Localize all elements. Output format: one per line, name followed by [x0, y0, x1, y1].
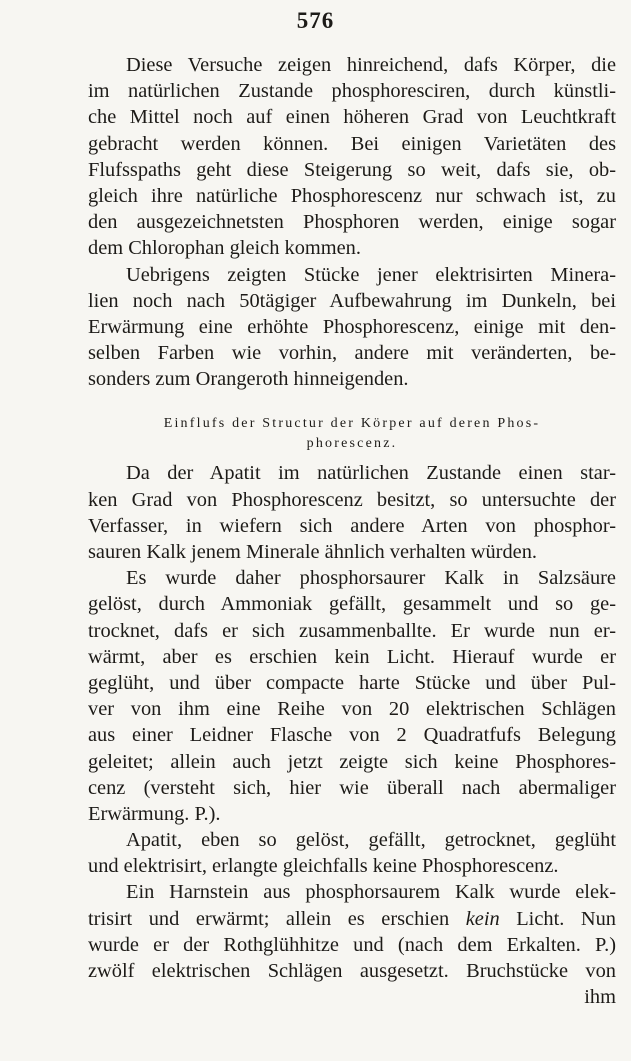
text-line: [88, 906, 616, 932]
text-line: und elektrisirt, erlangte gleichfalls keine Phosphorescenz.: [88, 855, 559, 878]
text-line: ken Grad von Phosphorescenz besitzt, so untersuchte der: [88, 488, 616, 511]
text-line: selben Farben wie vorhin, andere mit veränderten, be-: [88, 342, 616, 365]
paragraph: [88, 879, 616, 1010]
text-line: cenz (versteht sich, hier wie überall nach abermaliger: [88, 776, 616, 799]
text-line: Erwärmung. P.).: [88, 802, 221, 825]
body-text: [88, 52, 616, 1010]
text-line: geglüht, und über compacte harte Stücke und über Pul-: [88, 671, 616, 694]
section-heading-line: Einflufs der Structur der Körper auf deren Phos-: [163, 416, 541, 432]
text-line: wärmt, aber es erschien kein Licht. Hierauf wurde er: [88, 645, 616, 668]
text-line: im natürlichen Zustande phosphoresciren, durch künstli-: [88, 80, 616, 103]
text-line: trocknet, dafs er sich zusammenballte. Er wurde nun er-: [88, 619, 616, 642]
italic-word: kein: [465, 907, 500, 930]
text-line: lien noch nach 50tägiger Aufbewahrung im Dunkeln, bei: [88, 289, 616, 312]
text-line: ver von ihm eine Reihe von 20 elektrischen Schlägen: [88, 698, 616, 721]
text-line: gleich ihre natürliche Phosphorescenz nur schwach ist, zu: [88, 184, 616, 207]
page-number: 576: [296, 8, 335, 33]
text-line: den ausgezeichnetsten Phosphoren werden, einige sogar: [88, 211, 616, 234]
text-run: Licht. Nun: [499, 907, 616, 930]
text-line: sonders zum Orangeroth hinneigenden.: [88, 368, 409, 391]
section-heading: [88, 414, 616, 454]
text-line: Flufsspaths geht diese Steigerung so weit, dafs sie, ob-: [88, 158, 616, 181]
text-line: che Mittel noch auf einen höheren Grad von Leuchtkraft: [88, 106, 616, 129]
paragraph: [88, 460, 616, 565]
text-line: aus einer Leidner Flasche von 2 Quadratfufs Belegung: [88, 724, 616, 747]
paragraph: [88, 565, 616, 827]
text-line: sauren Kalk jenem Minerale ähnlich verhalten würden.: [88, 541, 537, 563]
text-line: zwölf elektrischen Schlägen ausgesetzt. Bruchstücke von: [88, 960, 616, 982]
section-heading-line: phorescenz.: [306, 436, 398, 452]
text-line: dem Chlorophan gleich kommen.: [88, 237, 361, 260]
text-line: gebracht werden können. Bei einigen Varietäten des: [88, 132, 616, 155]
text-line: Erwärmung eine erhöhte Phosphorescenz, einige mit den-: [88, 315, 616, 338]
text-line: Verfasser, in wiefern sich andere Arten von phosphor-: [88, 514, 616, 537]
text-line: Diese Versuche zeigen hinreichend, dafs Körper, die: [126, 54, 616, 76]
text-run: trisirt und erwärmt; allein es erschien: [88, 907, 466, 930]
paragraph: [88, 827, 616, 879]
text-line: Apatit, eben so gelöst, gefällt, getrocknet, geglüht: [126, 829, 616, 852]
text-line: gelöst, durch Ammoniak gefällt, gesammelt und so ge-: [88, 593, 616, 616]
text-line: Uebrigens zeigten Stücke jener elektrisirten Minera-: [126, 263, 616, 286]
text-line: wurde er der Rothglühhitze und (nach dem Erkalten. P.): [88, 933, 616, 956]
paragraph: [88, 262, 616, 393]
text-line: Ein Harnstein aus phosphorsaurem Kalk wurde elek-: [126, 881, 616, 904]
paragraph: [88, 52, 616, 262]
text-line: geleitet; allein auch jetzt zeigte sich keine Phosphores-: [88, 750, 616, 773]
text-line: Da der Apatit im natürlichen Zustande einen star-: [126, 462, 616, 485]
text-line: Es wurde daher phosphorsaurer Kalk in Salzsäure: [126, 567, 616, 590]
catchword: ihm: [584, 986, 616, 1009]
